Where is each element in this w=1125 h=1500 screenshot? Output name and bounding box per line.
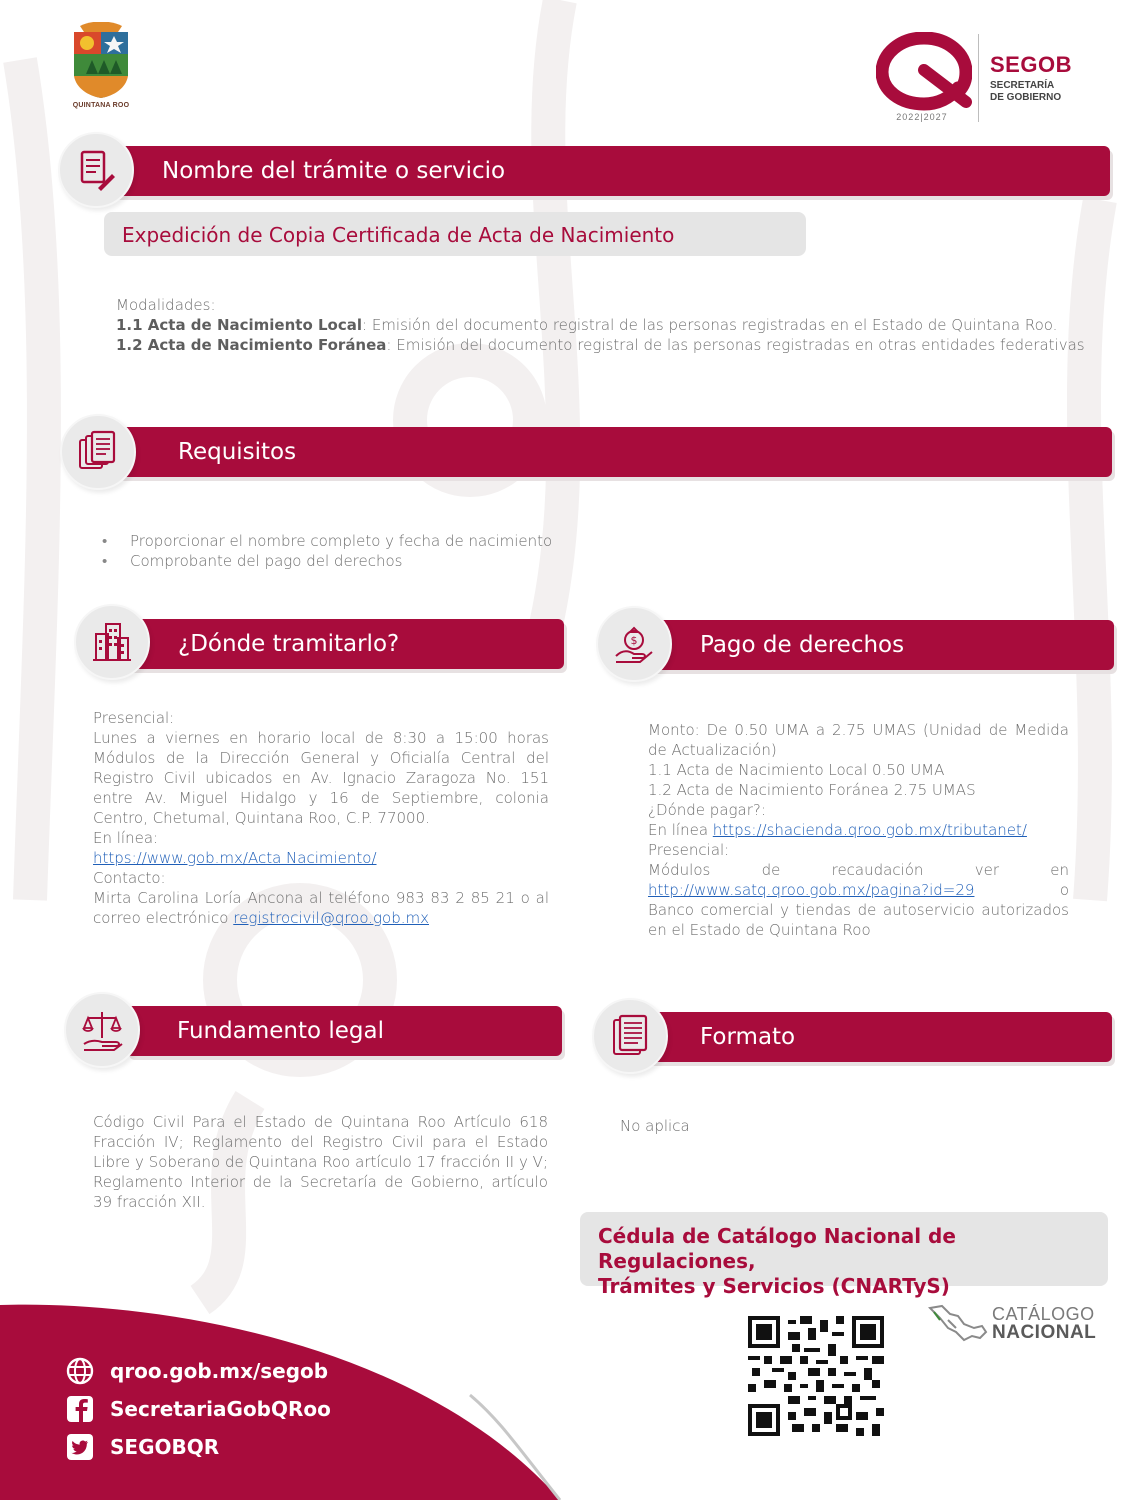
tributanet-link[interactable]: https://shacienda.qroo.gob.mx/tributanet/ bbox=[712, 821, 1027, 839]
catalogo-line1: CATÁLOGO bbox=[992, 1304, 1095, 1324]
email-link[interactable]: registrocivil@qroo.gob.mx bbox=[233, 909, 429, 927]
section-title-pago: Pago de derechos bbox=[700, 632, 905, 658]
q-logo-years: 2022|2027 bbox=[896, 112, 948, 122]
section-icon-fundamento bbox=[64, 992, 140, 1068]
list-item: • Comprobante del pago del derechos bbox=[94, 551, 794, 571]
twitter-text[interactable]: SEGOBQR bbox=[110, 1435, 220, 1459]
banco-text: Banco comercial y tiendas de autoservicio autorizados en el Estado de Quintana Roo bbox=[648, 901, 1069, 939]
money-bag-hand-icon bbox=[612, 622, 656, 666]
form-document-icon bbox=[74, 148, 118, 192]
section-header-formato bbox=[646, 1012, 1112, 1062]
footer-website[interactable] bbox=[66, 1356, 366, 1386]
pago-foranea: 1.2 Acta de Nacimiento Foránea 2.75 UMAS bbox=[648, 781, 976, 799]
satq-link[interactable]: http://www.satq.qroo.gob.mx/pagina?id=29 bbox=[648, 881, 975, 899]
formato-text: No aplica bbox=[620, 1117, 690, 1135]
document-lines-icon bbox=[608, 1014, 652, 1058]
tramite-name-box bbox=[104, 212, 806, 256]
pago-text: Monto: De 0.50 UMA a 2.75 UMAS (Unidad de Medida de Actualización) 1.1 Acta de Nacimiento Local 0.50 UMA 1.2 Acta de Nacimiento Foránea 2.75 UMAS ¿Dónde pagar?: En línea https://shacienda.qroo.gob.mx/tributanet/ Presencial: Módulos de recaudación ver en http://www.satq.qroo.gob.mx/pagina?id=29 o Banco comercial y tiendas de autoservicio autorizados en el Estado de Quintana Roo bbox=[648, 721, 1069, 939]
monto-text: Monto: De 0.50 UMA a 2.75 UMAS (Unidad de Medida de Actualización) bbox=[648, 721, 1069, 759]
modalidades-text bbox=[116, 295, 1102, 355]
section-icon-nombre bbox=[58, 132, 134, 208]
pago-local: 1.1 Acta de Nacimiento Local 0.50 UMA bbox=[648, 761, 945, 779]
header-divider bbox=[978, 34, 979, 122]
facebook-icon bbox=[66, 1395, 94, 1423]
section-icon-formato bbox=[592, 998, 668, 1074]
contacto-label: Contacto: bbox=[93, 869, 166, 887]
modulos-text: Módulos de recaudación ver en bbox=[648, 861, 1069, 879]
svg-text:$: $ bbox=[630, 634, 638, 647]
scales-of-justice-icon bbox=[80, 1008, 124, 1052]
q-government-logo bbox=[876, 32, 972, 128]
section-icon-pago bbox=[596, 606, 672, 682]
modalidades-label: Modalidades: bbox=[116, 296, 216, 314]
section-icon-requisitos bbox=[60, 414, 136, 490]
donde-text bbox=[93, 708, 549, 928]
pago-presencial-label: Presencial: bbox=[648, 841, 730, 859]
footer-twitter[interactable] bbox=[66, 1432, 366, 1462]
footer-facebook[interactable] bbox=[66, 1394, 366, 1424]
segob-name: SEGOB bbox=[990, 52, 1072, 77]
requisitos-list bbox=[94, 531, 794, 571]
modalidad-local: 1.1 Acta de Nacimiento Local: Emisión del documento registral de las personas registradas en el Estado de Quintana Roo. bbox=[116, 316, 1058, 334]
state-logo-text: QUINTANA ROO bbox=[72, 102, 130, 109]
acta-nacimiento-link[interactable]: https://www.gob.mx/Acta Nacimiento/ bbox=[93, 849, 377, 867]
section-title-fundamento: Fundamento legal bbox=[177, 1018, 384, 1044]
presencial-text: Lunes a viernes en horario local de 8:30 a 15:00 horas Módulos de la Dirección General y Oficialía Central del Registro Civil ubicados en Av. Ignacio Zaragoza No. 151 entre Av. Miguel Hidalgo y 16 de Septiembre, colonia Centro, Chetumal, Quintana Roo, C.P. 77000. bbox=[93, 729, 549, 827]
section-title-formato: Formato bbox=[700, 1024, 796, 1050]
en-linea-label: En línea: bbox=[93, 829, 159, 847]
section-title-nombre: Nombre del trámite o servicio bbox=[162, 158, 506, 184]
quintana-roo-logo bbox=[66, 22, 136, 118]
section-header-requisitos bbox=[116, 427, 1112, 477]
section-icon-donde bbox=[74, 604, 150, 680]
section-title-requisitos: Requisitos bbox=[178, 439, 297, 465]
section-header-pago bbox=[646, 620, 1114, 670]
catalogo-line2: NACIONAL bbox=[992, 1322, 1097, 1343]
donde-pagar-label: ¿Dónde pagar?: bbox=[648, 801, 766, 819]
qr-code-icon bbox=[748, 1316, 884, 1436]
qr-code[interactable] bbox=[748, 1316, 884, 1436]
fundamento-text: Código Civil Para el Estado de Quintana Roo Artículo 618 Fracción IV; Reglamento del Registro Civil para el Estado Libre y Soberano de Quintana Roo artículo 17 fracción II y V; Reglamento Interior de la Secretaría de Gobierno, artículo 39 fracción XII. bbox=[93, 1113, 548, 1211]
q-logo-icon bbox=[876, 32, 972, 112]
facebook-text[interactable]: SecretariaGobQRoo bbox=[110, 1397, 331, 1421]
building-icon bbox=[90, 620, 134, 664]
cedula-line2: Trámites y Servicios (CNARTyS) bbox=[598, 1274, 950, 1298]
section-header-donde bbox=[126, 619, 564, 669]
website-text[interactable]: qroo.gob.mx/segob bbox=[110, 1359, 329, 1383]
tramite-name: Expedición de Copia Certificada de Acta de Nacimiento bbox=[122, 223, 675, 247]
documents-stack-icon bbox=[76, 430, 120, 474]
section-header-nombre bbox=[110, 146, 1110, 196]
twitter-icon bbox=[66, 1433, 94, 1461]
list-item: • Proporcionar el nombre completo y fecha de nacimiento bbox=[94, 531, 794, 551]
globe-icon bbox=[66, 1357, 94, 1385]
section-header-fundamento bbox=[126, 1006, 562, 1056]
cedula-line1: Cédula de Catálogo Nacional de Regulaciones, bbox=[598, 1224, 956, 1273]
mexico-map-icon bbox=[928, 1302, 988, 1346]
footer-contacts bbox=[66, 1356, 366, 1462]
cedula-box bbox=[580, 1212, 1108, 1298]
state-seal-icon bbox=[66, 22, 136, 100]
presencial-label: Presencial: bbox=[93, 709, 175, 727]
catalogo-nacional-logo bbox=[928, 1302, 1108, 1346]
modalidad-foranea: 1.2 Acta de Nacimiento Foránea: Emisión del documento registral de las personas registradas en otras entidades federativas bbox=[116, 336, 1085, 354]
contacto-text: Mirta Carolina Loría Ancona al teléfono 983 83 2 85 21 o al correo electrónico registrocivil@qroo.gob.mx bbox=[93, 889, 549, 927]
section-title-donde: ¿Dónde tramitarlo? bbox=[178, 631, 400, 657]
segob-subtitle: SECRETARÍA DE GOBIERNO bbox=[990, 80, 1062, 103]
